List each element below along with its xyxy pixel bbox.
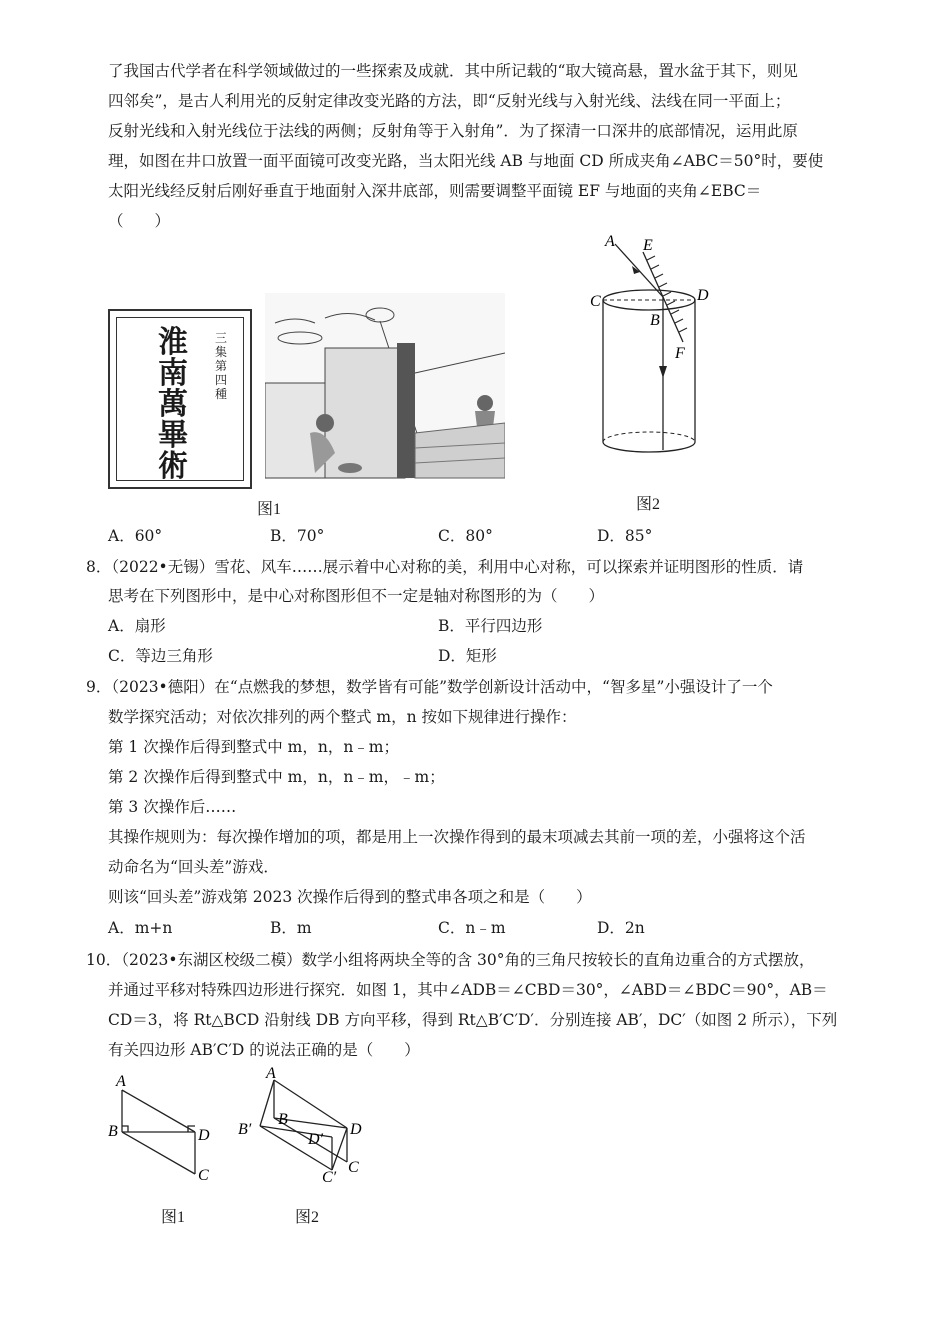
q9-line-6: 其操作规则为：每次操作增加的项，都是用上一次操作得到的最末项减去其前一项的差，小强将这个活 [108,828,806,846]
q9-line-3: 第 1 次操作后得到整式中 m，n，n﹣m； [108,738,400,756]
label-C-prime: C′ [322,1169,337,1186]
q8-line-1: 8．（2022•无锡）雪花、风车……展示着中心对称的美，利用中心对称，可以探索并证明图形的性质．请 [86,558,804,576]
q9-option-b[interactable]: B．m [270,919,312,937]
q10-line-4: 有关四边形 AB′C′D 的说法正确的是（ ） [108,1041,420,1059]
label-F: F [675,345,685,362]
q9-line-8: 则该“回头差”游戏第 2023 次操作后得到的整式串各项之和是（ ） [108,888,592,906]
book-title-char: 淮 [158,325,188,360]
q10-line-3: CD＝3，将 Rt△BCD 沿射线 DB 方向平移，得到 Rt△B′C′D′．分别连接 AB′，DC′（如图 2 所示），下列 [108,1011,838,1029]
q7-figure2-diagram [585,230,725,480]
book-title-char: 術 [158,449,188,484]
q7-option-c[interactable]: C．80° [438,527,493,545]
q8-line-2: 思考在下列图形中，是中心对称图形但不一定是轴对称图形的为（ ） [108,587,605,605]
q7-line-3: 反射光线和入射光线位于法线的两侧；反射角等于入射角”．为了探清一口深井的底部情况，运用此原 [108,122,798,140]
book-side-text: 三集第四種 [215,331,228,401]
label-B-prime: B′ [238,1121,252,1138]
q10-figure1-caption: 图1 [161,1209,186,1226]
q9-line-5: 第 3 次操作后…… [108,798,237,816]
q9-option-d[interactable]: D．2n [597,919,645,937]
q7-option-b[interactable]: B．70° [270,527,325,545]
q7-figure2-caption: 图2 [636,496,661,513]
q7-line-1: 了我国古代学者在科学领域做过的一些探索及成就．其中所记载的“取大镜高悬，置水盆于其下，则见 [108,62,798,80]
q10-figure2-caption: 图2 [295,1209,320,1226]
q10-figure1-diagram [100,1068,230,1193]
q9-line-1: 9．（2023•德阳）在“点燃我的梦想，数学皆有可能”数学创新设计活动中，“智多星”小强设计了一个 [86,678,773,696]
q10-line-2: 并通过平移对特殊四边形进行探究．如图 1，其中∠ADB＝∠CBD＝30°，∠ABD＝∠BDC＝90°，AB＝ [108,981,828,999]
q9-line-7: 动命名为“回头差”游戏． [108,858,279,876]
label-B: B [108,1123,118,1140]
q8-option-b[interactable]: B．平行四边形 [438,617,543,635]
q9-option-c[interactable]: C．n﹣m [438,919,506,937]
q9-line-4: 第 2 次操作后得到整式中 m，n，n﹣m，﹣m； [108,768,445,786]
ancient-illustration-image [265,293,505,479]
label-C: C [198,1167,209,1184]
q10-figure2-diagram [232,1062,372,1187]
label-D: D [350,1121,362,1138]
q7-option-d[interactable]: D．85° [597,527,653,545]
book-title-char: 畢 [158,418,188,453]
q8-option-a[interactable]: A．扇形 [108,617,166,635]
q8-option-c[interactable]: C．等边三角形 [108,647,213,665]
book-title-char: 萬 [158,387,188,422]
label-A: A [116,1073,126,1090]
q10-line-1: 10．（2023•东湖区校级二模）数学小组将两块全等的含 30°角的三角尺按较长的直角边重合的方式摆放， [86,951,815,969]
label-A: A [605,233,615,250]
q7-figure1-caption: 图1 [257,501,282,518]
label-A: A [266,1065,276,1082]
label-D: D [697,287,709,304]
label-D: D [198,1127,210,1144]
q9-line-2: 数学探究活动；对依次排列的两个整式 m，n 按如下规律进行操作： [108,708,577,726]
q7-option-a[interactable]: A．60° [108,527,163,545]
q7-line-5: 太阳光线经反射后刚好垂直于地面射入深井底部，则需要调整平面镜 EF 与地面的夹角∠EBC＝ [108,182,762,200]
label-D-prime: D′ [308,1131,324,1148]
label-C: C [590,293,601,310]
label-B: B [278,1111,288,1128]
book-title-char: 南 [158,356,188,391]
q7-line-4: 理，如图在井口放置一面平面镜可改变光路，当太阳光线 AB 与地面 CD 所成夹角∠ABC＝50°时，要使 [108,152,824,170]
label-C: C [348,1159,359,1176]
q7-line-2: 四邻矣”，是古人利用光的反射定律改变光路的方法，即“反射光线与入射光线、法线在同一平面上； [108,92,791,110]
q7-line-6: （ ） [108,212,171,230]
book-cover-image [108,309,252,489]
label-E: E [643,237,653,254]
q8-option-d[interactable]: D．矩形 [438,647,497,665]
q9-option-a[interactable]: A．m+n [108,919,173,937]
label-B: B [650,312,660,329]
